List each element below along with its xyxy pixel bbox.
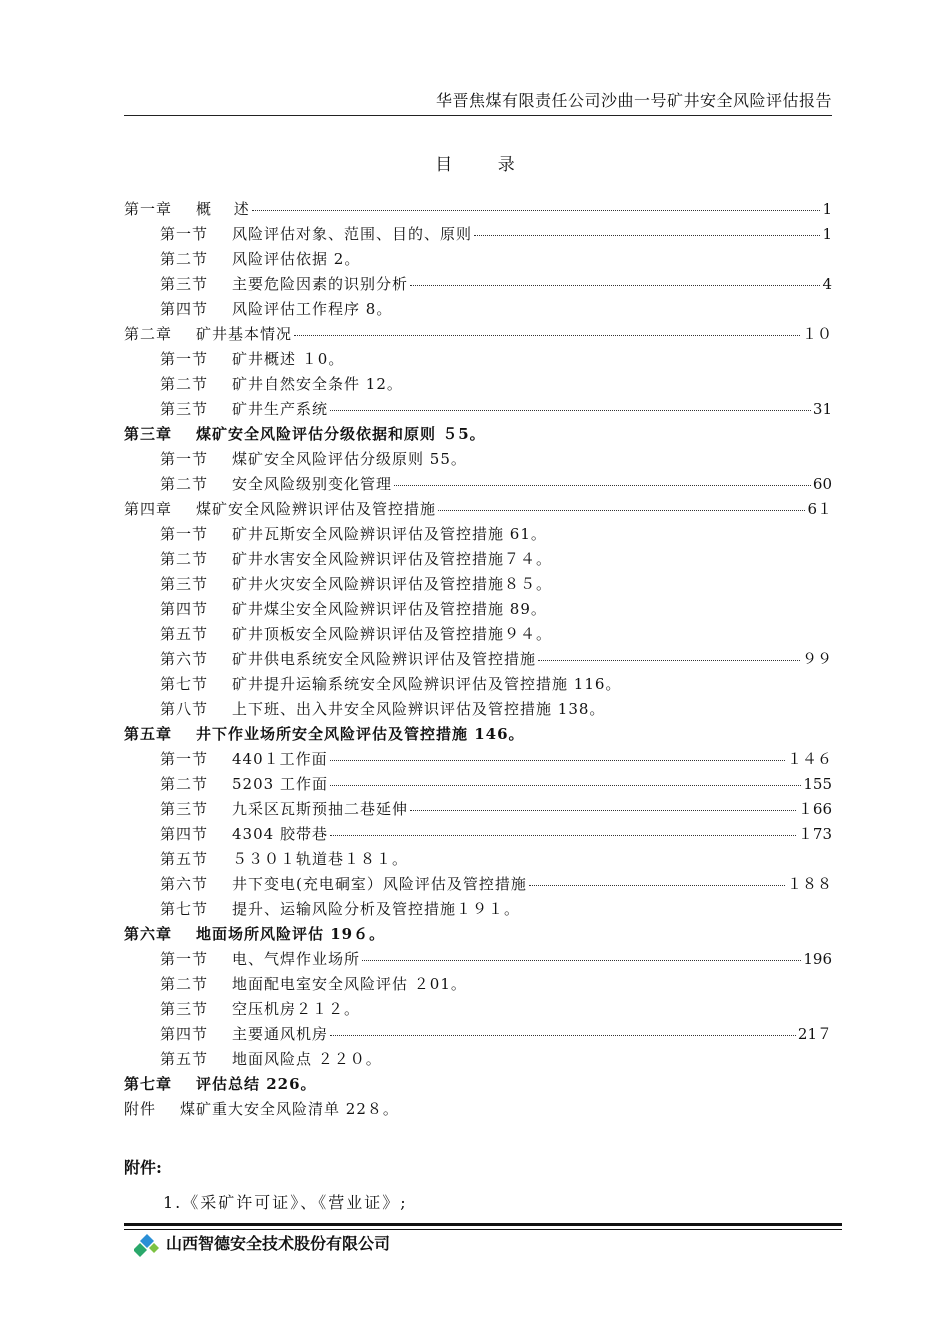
toc-entry-title: 矿井自然安全条件 12。 <box>232 375 403 393</box>
toc-dot-leader <box>294 335 800 336</box>
toc-dot-leader <box>538 660 800 661</box>
toc-page-number: ９９ <box>801 650 832 668</box>
appendix-heading: 附件: <box>124 1158 162 1177</box>
toc-page-number: １４６ <box>786 750 832 768</box>
toc-entry-label: 第二节 <box>160 250 209 268</box>
toc-entry-label: 第七节 <box>160 900 209 918</box>
toc-section-row[interactable] <box>124 848 832 873</box>
toc-entry-label: 第一节 <box>160 350 209 368</box>
toc-section-row[interactable] <box>124 873 832 898</box>
toc-entry-title: 地面场所风险评估 19６。 <box>196 925 386 943</box>
toc-entry-label: 第一节 <box>160 750 209 768</box>
toc-section-row[interactable] <box>124 248 832 273</box>
toc-entry-title: 风险评估工作程序 8。 <box>232 300 393 318</box>
toc-entry-title: 440１工作面 <box>232 750 328 768</box>
toc-entry-title: 主要危险因素的识别分析 <box>232 275 409 293</box>
toc-section-row[interactable] <box>124 948 832 973</box>
toc-entry-title: 矿井概述 １0。 <box>232 350 345 368</box>
toc-entry-label: 第六节 <box>160 875 209 893</box>
toc-entry-title: 矿井顶板安全风险辨识评估及管控措施９４。 <box>232 625 553 643</box>
toc-entry-label: 第七节 <box>160 675 209 693</box>
toc-entry-label: 第五节 <box>160 1050 209 1068</box>
toc-page-number: 60 <box>812 475 832 493</box>
toc-chapter-row[interactable] <box>124 498 832 523</box>
toc-section-row[interactable] <box>124 798 832 823</box>
toc-dot-leader <box>362 960 801 961</box>
toc-section-row[interactable] <box>124 1048 832 1073</box>
toc-entry-title: 矿井供电系统安全风险辨识评估及管控措施 <box>232 650 537 668</box>
toc-section-row[interactable] <box>124 823 832 848</box>
toc-entry-title: 主要通风机房 <box>232 1025 329 1043</box>
toc-entry-label: 第二节 <box>160 975 209 993</box>
toc-entry-title: 空压机房２１２。 <box>232 1000 361 1018</box>
toc-section-row[interactable] <box>124 448 832 473</box>
toc-page-number: 4 <box>822 275 832 293</box>
toc-entry-label: 第一节 <box>160 525 209 543</box>
footer-company-name: 山西智德安全技术股份有限公司 <box>166 1234 391 1253</box>
toc-entry-label: 第四节 <box>160 1025 209 1043</box>
toc-section-row[interactable] <box>124 298 832 323</box>
toc-dot-leader <box>330 1035 796 1036</box>
toc-entry-label: 第七章 <box>124 1075 173 1093</box>
toc-page-number: １66 <box>797 800 832 818</box>
toc-dot-leader <box>529 885 785 886</box>
toc-page-number: 1 <box>822 225 832 243</box>
company-logo-icon <box>134 1233 160 1259</box>
toc-entry-title: 煤矿安全风险辨识评估及管控措施 <box>196 500 437 518</box>
footer-divider-thick <box>124 1223 842 1226</box>
toc-entry-label: 第五节 <box>160 850 209 868</box>
toc-entry-title: 风险评估依据 2。 <box>232 250 361 268</box>
toc-page-number: １73 <box>797 825 832 843</box>
toc-page-number: 6１ <box>807 500 832 518</box>
toc-entry-label: 第二节 <box>160 550 209 568</box>
toc-dot-leader <box>330 785 801 786</box>
toc-section-row[interactable] <box>124 898 832 923</box>
toc-entry-label: 第二节 <box>160 375 209 393</box>
toc-entry-label: 第四节 <box>160 600 209 618</box>
toc-entry-label: 第三节 <box>160 400 209 418</box>
toc-entry-title: 4304 胶带巷 <box>232 825 328 843</box>
toc-chapter-row[interactable] <box>124 423 832 448</box>
toc-section-row[interactable] <box>124 973 832 998</box>
toc-dot-leader <box>438 510 805 511</box>
toc-dot-leader <box>252 210 821 211</box>
toc-entry-title: 矿井基本情况 <box>196 325 293 343</box>
toc-entry-label: 第一章 <box>124 200 173 218</box>
toc-dot-leader <box>330 835 796 836</box>
toc-page-number: １８８ <box>786 875 832 893</box>
toc-entry-title: 5203 工作面 <box>232 775 328 793</box>
toc-entry-label: 第三节 <box>160 575 209 593</box>
toc-page-number: 1 <box>822 200 832 218</box>
toc-section-row[interactable] <box>124 473 832 498</box>
toc-section-row[interactable] <box>124 373 832 398</box>
toc-chapter-row[interactable] <box>124 723 832 748</box>
toc-section-row[interactable] <box>124 523 832 548</box>
toc-entry-title: ５３０１轨道巷１８１。 <box>232 850 409 868</box>
toc-entry-title: 矿井提升运输系统安全风险辨识评估及管控措施 116。 <box>232 675 622 693</box>
toc-entry-label: 第二章 <box>124 325 173 343</box>
toc-entry-label: 第八节 <box>160 700 209 718</box>
toc-section-row[interactable] <box>124 348 832 373</box>
toc-entry-title: 地面风险点 ２２０。 <box>232 1050 382 1068</box>
toc-page-number: 196 <box>803 950 832 968</box>
toc-entry-title: 地面配电室安全风险评估 ２01。 <box>232 975 467 993</box>
toc-dot-leader <box>410 285 820 286</box>
toc-heading: 目 录 <box>435 155 535 175</box>
toc-entry-title: 提升、运输风险分析及管控措施１９１。 <box>232 900 521 918</box>
toc-entry-label: 第三节 <box>160 1000 209 1018</box>
toc-entry-label: 第四节 <box>160 825 209 843</box>
toc-entry-label: 第六章 <box>124 925 173 943</box>
toc-section-row[interactable] <box>124 573 832 598</box>
toc-section-row[interactable] <box>124 273 832 298</box>
toc-section-row[interactable] <box>124 1023 832 1048</box>
table-of-contents <box>124 198 832 1123</box>
toc-section-row[interactable] <box>124 398 832 423</box>
toc-dot-leader <box>330 760 785 761</box>
toc-entry-title: 井下变电(充电硐室）风险评估及管控措施 <box>232 875 527 893</box>
toc-section-row[interactable] <box>124 598 832 623</box>
toc-section-row[interactable] <box>124 223 832 248</box>
toc-section-row[interactable] <box>124 698 832 723</box>
toc-chapter-row[interactable] <box>124 323 832 348</box>
toc-entry-label: 第三节 <box>160 275 209 293</box>
toc-entry-label: 第一节 <box>160 450 209 468</box>
toc-dot-leader <box>394 485 811 486</box>
toc-entry-title: 评估总结 226。 <box>196 1075 317 1093</box>
footer-divider-thin <box>124 1229 842 1230</box>
toc-page-number: 21７ <box>797 1025 832 1043</box>
toc-entry-title: 矿井生产系统 <box>232 400 329 418</box>
toc-entry-title: 煤矿重大安全风险清单 22８。 <box>180 1100 399 1118</box>
toc-entry-title: 九采区瓦斯预抽二巷延伸 <box>232 800 409 818</box>
toc-entry-title: 井下作业场所安全风险评估及管控措施 146。 <box>196 725 525 743</box>
toc-entry-title: 矿井瓦斯安全风险辨识评估及管控措施 61。 <box>232 525 547 543</box>
toc-entry-label: 第四章 <box>124 500 173 518</box>
toc-entry-label: 第五章 <box>124 725 173 743</box>
toc-entry-title: 风险评估对象、范围、目的、原则 <box>232 225 473 243</box>
toc-page-number: １０ <box>801 325 832 343</box>
toc-entry-label: 第一节 <box>160 950 209 968</box>
toc-entry-label: 第四节 <box>160 300 209 318</box>
toc-entry-title: 煤矿安全风险评估分级依据和原则 ５5。 <box>196 425 486 443</box>
toc-section-row[interactable] <box>124 773 832 798</box>
toc-section-row[interactable] <box>124 623 832 648</box>
toc-entry-label: 第三章 <box>124 425 173 443</box>
toc-entry-label: 第三节 <box>160 800 209 818</box>
toc-entry-title: 安全风险级别变化管理 <box>232 475 393 493</box>
toc-section-row[interactable] <box>124 998 832 1023</box>
toc-entry-label: 第二节 <box>160 775 209 793</box>
toc-dot-leader <box>474 235 820 236</box>
toc-entry-title: 煤矿安全风险评估分级原则 55。 <box>232 450 467 468</box>
toc-entry-label: 第一节 <box>160 225 209 243</box>
toc-section-row[interactable] <box>124 648 832 673</box>
toc-section-row[interactable] <box>124 748 832 773</box>
toc-section-row[interactable] <box>124 548 832 573</box>
appendix-item: 1.《采矿许可证》、《营业证》; <box>163 1193 408 1212</box>
toc-entry-label: 附件 <box>124 1100 157 1118</box>
toc-dot-leader <box>410 810 796 811</box>
toc-entry-title: 矿井煤尘安全风险辨识评估及管控措施 89。 <box>232 600 547 618</box>
toc-chapter-row[interactable] <box>124 1098 832 1123</box>
toc-section-row[interactable] <box>124 673 832 698</box>
toc-chapter-row[interactable] <box>124 923 832 948</box>
toc-chapter-row[interactable] <box>124 1073 832 1098</box>
toc-entry-title: 矿井火灾安全风险辨识评估及管控措施８５。 <box>232 575 553 593</box>
header-divider <box>124 115 832 116</box>
toc-entry-title: 上下班、出入井安全风险辨识评估及管控措施 138。 <box>232 700 606 718</box>
toc-entry-title: 矿井水害安全风险辨识评估及管控措施７４。 <box>232 550 553 568</box>
toc-chapter-row[interactable] <box>124 198 832 223</box>
report-header-title: 华晋焦煤有限责任公司沙曲一号矿井安全风险评估报告 <box>435 91 832 110</box>
toc-dot-leader <box>330 410 811 411</box>
toc-page-number: 155 <box>803 775 832 793</box>
toc-entry-title: 概 述 <box>196 200 250 218</box>
toc-entry-label: 第六节 <box>160 650 209 668</box>
toc-entry-label: 第五节 <box>160 625 209 643</box>
toc-entry-label: 第二节 <box>160 475 209 493</box>
toc-page-number: 31 <box>812 400 832 418</box>
toc-entry-title: 电、气焊作业场所 <box>232 950 361 968</box>
